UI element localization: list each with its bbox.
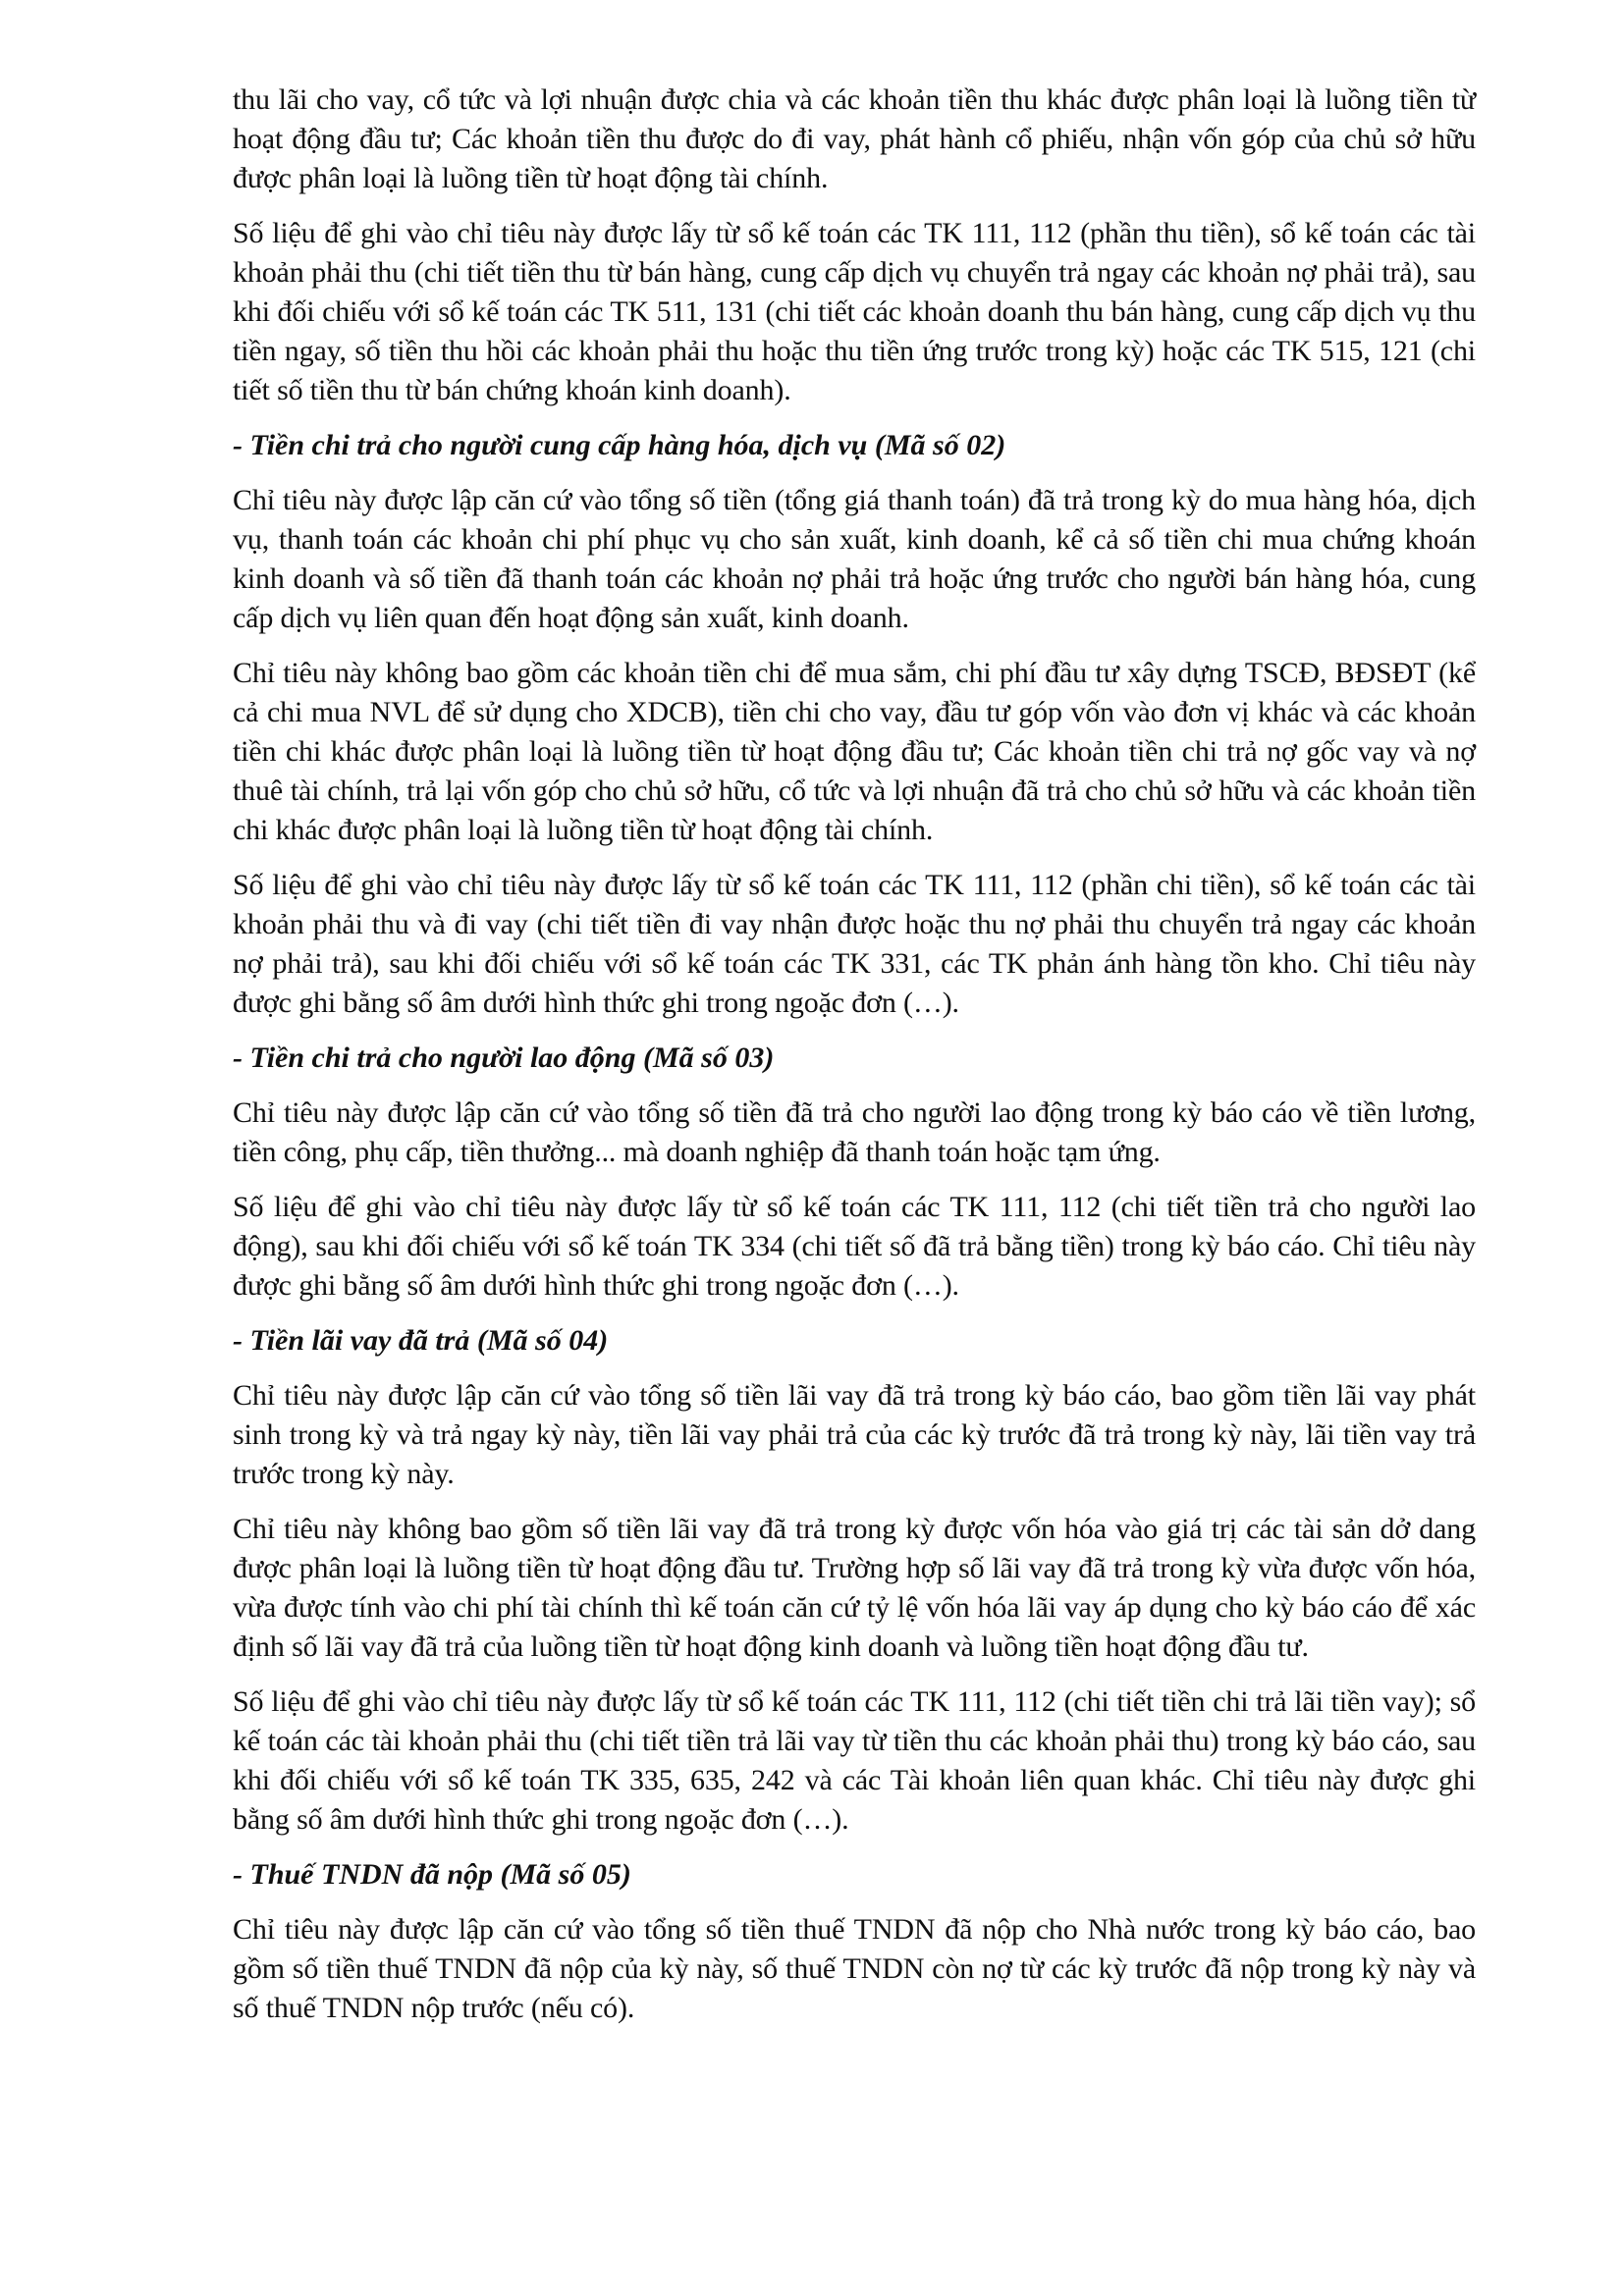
paragraph-code01-data-source: Số liệu để ghi vào chỉ tiêu này được lấy từ sổ kế toán các TK 111, 112 (phần thu tiền), sổ kế toán các tài khoản phải thu (chi tiết tiền thu từ bán hàng, cung cấp dịch vụ chuyển trả ngay các khoản nợ phải trả), sau khi đối chiếu với sổ kế toán các TK 511, 131 (chi tiết các khoản doanh thu bán hàng, cung cấp dịch vụ thu tiền ngay, số tiền thu hồi các khoản phải thu hoặc thu tiền ứng trước trong kỳ) hoặc các TK 515, 121 (chi tiết số tiền thu từ bán chứng khoán kinh doanh).	[233, 217, 1476, 406]
paragraph-code03-data-source: Số liệu để ghi vào chỉ tiêu này được lấy từ sổ kế toán các TK 111, 112 (chi tiết tiền trả cho người lao động), sau khi đối chiếu với sổ kế toán TK 334 (chi tiết số đã trả bằng tiền) trong kỳ báo cáo. Chỉ tiêu này được ghi bằng số âm dưới hình thức ghi trong ngoặc đơn (…).	[233, 1191, 1476, 1302]
paragraph-code04-data-source: Số liệu để ghi vào chỉ tiêu này được lấy từ sổ kế toán các TK 111, 112 (chi tiết tiền chi trả lãi tiền vay); sổ kế toán các tài khoản phải thu (chi tiết tiền trả lãi vay từ tiền thu các khoản phải thu) trong kỳ báo cáo, sau khi đối chiếu với sổ kế toán TK 335, 635, 242 và các Tài khoản liên quan khác. Chỉ tiêu này được ghi bằng số âm dưới hình thức ghi trong ngoặc đơn (…).	[233, 1685, 1476, 1836]
paragraph-code05-definition: Chỉ tiêu này được lập căn cứ vào tổng số tiền thuế TNDN đã nộp cho Nhà nước trong kỳ báo cáo, bao gồm số tiền thuế TNDN đã nộp của kỳ này, số thuế TNDN còn nợ từ các kỳ trước đã nộp trong kỳ này và số thuế TNDN nộp trước (nếu có).	[233, 1913, 1476, 2024]
paragraph-investing-financing-receipts: thu lãi cho vay, cổ tức và lợi nhuận được chia và các khoản tiền thu khác được phân loại là luồng tiền từ hoạt động đầu tư; Các khoản tiền thu được do đi vay, phát hành cổ phiếu, nhận vốn góp của chủ sở hữu được phân loại là luồng tiền từ hoạt động tài chính.	[233, 83, 1476, 194]
section-heading-code-03: - Tiền chi trả cho người lao động (Mã số 03)	[233, 1041, 775, 1074]
paragraph-code04-exclusions: Chỉ tiêu này không bao gồm số tiền lãi vay đã trả trong kỳ được vốn hóa vào giá trị các tài sản dở dang được phân loại là luồng tiền từ hoạt động đầu tư. Trường hợp số lãi vay đã trả trong kỳ vừa được vốn hóa, vừa được tính vào chi phí tài chính thì kế toán căn cứ tỷ lệ vốn hóa lãi vay áp dụng cho kỳ báo cáo để xác định số lãi vay đã trả của luồng tiền từ hoạt động kinh doanh và luồng tiền hoạt động đầu tư.	[233, 1513, 1476, 1663]
paragraph-code04-definition: Chỉ tiêu này được lập căn cứ vào tổng số tiền lãi vay đã trả trong kỳ báo cáo, bao gồm tiền lãi vay phát sinh trong kỳ và trả ngay kỳ này, tiền lãi vay phải trả của các kỳ trước đã trả trong kỳ này, lãi tiền vay trả trước trong kỳ này.	[233, 1379, 1476, 1490]
paragraph-code02-data-source: Số liệu để ghi vào chỉ tiêu này được lấy từ sổ kế toán các TK 111, 112 (phần chi tiền), sổ kế toán các tài khoản phải thu và đi vay (chi tiết tiền đi vay nhận được hoặc thu nợ phải thu chuyển trả ngay các khoản nợ phải trả), sau khi đối chiếu với sổ kế toán các TK 331, các TK phản ánh hàng tồn kho. Chỉ tiêu này được ghi bằng số âm dưới hình thức ghi trong ngoặc đơn (…).	[233, 869, 1476, 1019]
paragraph-code03-definition: Chỉ tiêu này được lập căn cứ vào tổng số tiền đã trả cho người lao động trong kỳ báo cáo về tiền lương, tiền công, phụ cấp, tiền thưởng... mà doanh nghiệp đã thanh toán hoặc tạm ứng.	[233, 1096, 1476, 1168]
paragraph-code02-exclusions: Chỉ tiêu này không bao gồm các khoản tiền chi để mua sắm, chi phí đầu tư xây dựng TSCĐ, BĐSĐT (kể cả chi mua NVL để sử dụng cho XDCB), tiền chi cho vay, đầu tư góp vốn vào đơn vị khác và các khoản tiền chi khác được phân loại là luồng tiền từ hoạt động đầu tư; Các khoản tiền chi trả nợ gốc vay và nợ thuê tài chính, trả lại vốn góp cho chủ sở hữu, cổ tức và lợi nhuận đã trả cho chủ sở hữu và các khoản tiền chi khác được phân loại là luồng tiền từ hoạt động tài chính.	[233, 657, 1476, 846]
section-heading-code-04: - Tiền lãi vay đã trả (Mã số 04)	[233, 1324, 609, 1357]
section-heading-code-02: - Tiền chi trả cho người cung cấp hàng hóa, dịch vụ (Mã số 02)	[233, 429, 1006, 461]
section-heading-code-05: - Thuế TNDN đã nộp (Mã số 05)	[233, 1858, 631, 1891]
paragraph-code02-definition: Chỉ tiêu này được lập căn cứ vào tổng số tiền (tổng giá thanh toán) đã trả trong kỳ do mua hàng hóa, dịch vụ, thanh toán các khoản chi phí phục vụ cho sản xuất, kinh doanh, kể cả số tiền chi mua chứng khoán kinh doanh và số tiền đã thanh toán các khoản nợ phải trả hoặc ứng trước cho người bán hàng hóa, cung cấp dịch vụ liên quan đến hoạt động sản xuất, kinh doanh.	[233, 484, 1476, 634]
document-page	[233, 80, 1476, 2044]
